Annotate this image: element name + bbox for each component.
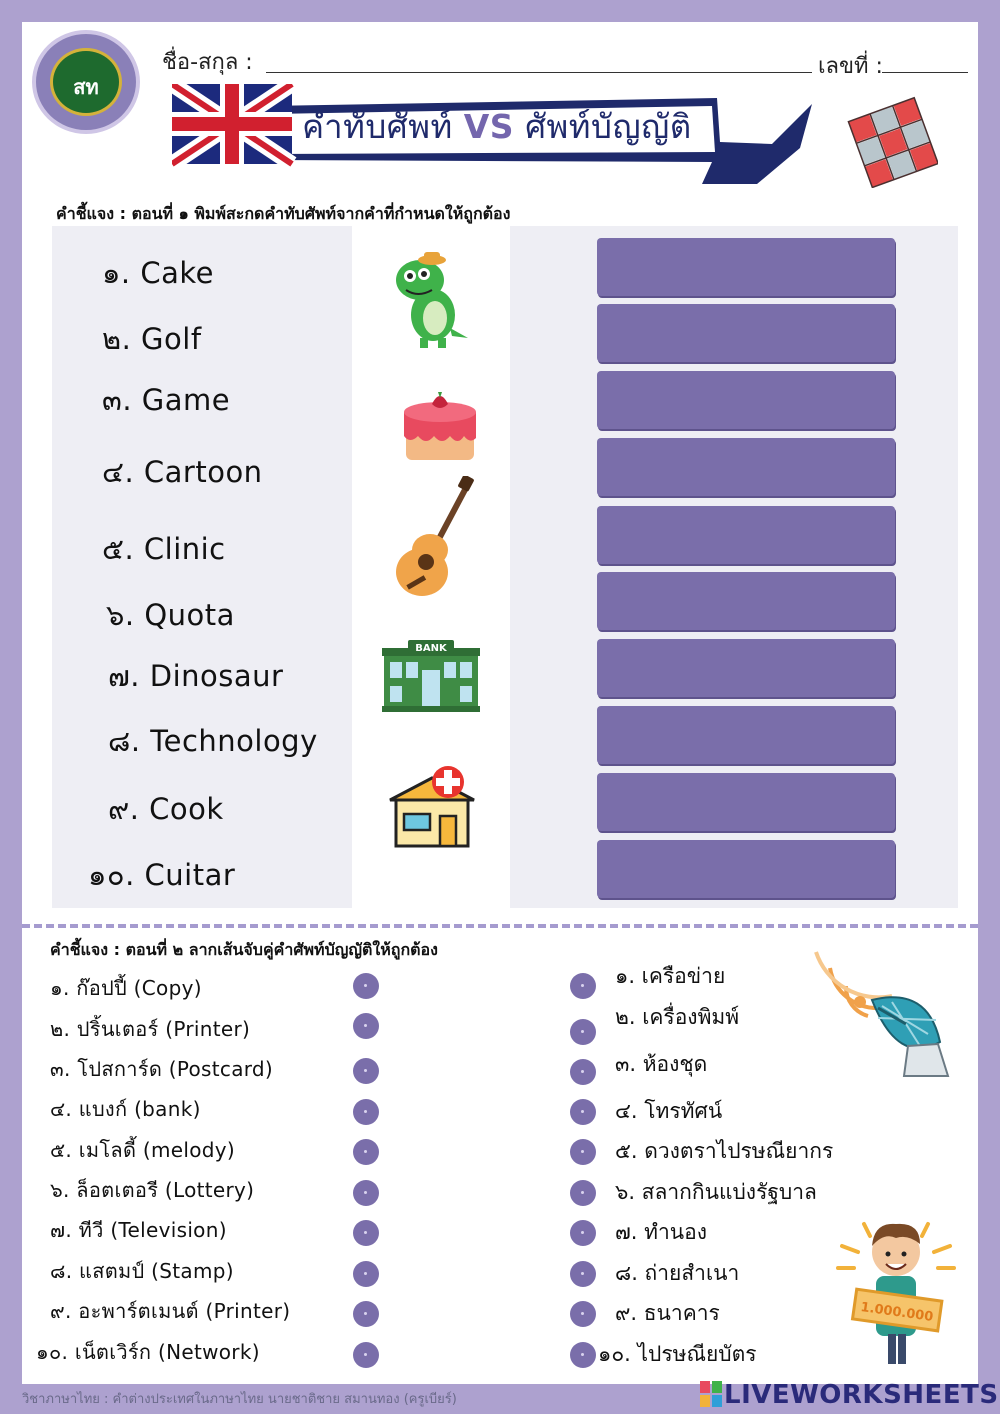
match-right-dot[interactable] [570, 973, 596, 999]
word-item: ๑๐. Cuitar [88, 858, 236, 892]
man-with-lottery-icon [834, 1216, 958, 1366]
name-input-line[interactable] [266, 72, 812, 73]
lottery-sign: 1.000.000 [859, 1299, 935, 1326]
satellite-dish-icon [808, 946, 952, 1082]
word-item: ๓. Game [102, 383, 231, 417]
match-left-dot[interactable] [353, 1099, 379, 1125]
answer-input-5[interactable] [597, 506, 895, 564]
part1-instruction: คำชี้แจง : ตอนที่ ๑ พิมพ์สะกดคำทับศัพท์จากคำที่กำหนดให้ถูกต้อง [56, 204, 511, 223]
match-left-item: ๔. แบงก์ (bank) [50, 1097, 201, 1121]
answer-input-1[interactable] [597, 238, 895, 296]
word-item: ๙. Cook [108, 792, 224, 826]
word-item: ๗. Dinosaur [108, 659, 284, 693]
number-label: เลขที่ : [818, 54, 883, 79]
match-left-item: ๕. เมโลดี้ (melody) [50, 1138, 236, 1162]
match-left-dot[interactable] [353, 1301, 379, 1327]
match-right-item: ๒. เครื่องพิมพ์ [615, 1005, 740, 1029]
title-left: คำทับศัพท์ [302, 107, 453, 146]
match-left-dot[interactable] [353, 1261, 379, 1287]
footer-credit: วิชาภาษาไทย : คำต่างประเทศในภาษาไทย นายชาติชาย สมานทอง (ครูเบียร์) [22, 1392, 457, 1407]
match-right-dot[interactable] [570, 1342, 596, 1368]
dinosaur-icon [388, 250, 474, 350]
match-right-item: ๑. เครือข่าย [615, 964, 726, 988]
match-left-dot[interactable] [353, 1342, 379, 1368]
answer-input-4[interactable] [597, 438, 895, 496]
match-right-item: ๓. ห้องชุด [615, 1052, 708, 1076]
answer-input-3[interactable] [597, 371, 895, 429]
match-left-item: ๙. อะพาร์ตเมนต์ (Printer) [50, 1299, 291, 1323]
clinic-icon [388, 764, 476, 848]
answer-input-7[interactable] [597, 639, 895, 697]
section-divider [22, 924, 978, 928]
match-right-dot[interactable] [570, 1220, 596, 1246]
answer-input-6[interactable] [597, 572, 895, 630]
match-right-item: ๕. ดวงตราไปรษณียากร [615, 1139, 834, 1163]
part2-instruction: คำชี้แจง : ตอนที่ ๒ ลากเส้นจับคู่คำศัพท์บัญญัติให้ถูกต้อง [50, 940, 438, 959]
match-left-item: ๖. ล็อตเตอรี (Lottery) [50, 1178, 255, 1202]
match-right-item: ๔. โทรทัศน์ [615, 1099, 723, 1123]
bank-icon [382, 640, 480, 712]
word-item: ๑. Cake [102, 256, 214, 290]
liveworksheets-logo [700, 1380, 999, 1410]
answer-input-10[interactable] [597, 840, 895, 898]
match-right-item: ๖. สลากกินแบ่งรัฐบาล [615, 1180, 817, 1204]
match-right-item: ๑๐. ไปรษณียบัตร [598, 1342, 757, 1366]
match-right-dot[interactable] [570, 1180, 596, 1206]
school-seal-logo [32, 30, 140, 134]
cake-icon [400, 390, 480, 468]
match-left-item: ๓. โปสการ์ด (Postcard) [50, 1057, 274, 1081]
answer-input-9[interactable] [597, 773, 895, 831]
number-input-line[interactable] [882, 72, 968, 73]
match-right-dot[interactable] [570, 1019, 596, 1045]
word-item: ๒. Golf [102, 322, 202, 356]
guitar-icon [392, 476, 478, 600]
seal-inner [50, 48, 122, 116]
match-left-item: ๑. ก๊อปปี้ (Copy) [50, 976, 202, 1000]
match-right-item: ๙. ธนาคาร [615, 1301, 720, 1325]
answer-input-8[interactable] [597, 706, 895, 764]
brand-text: LIVEWORKSHEETS [724, 1380, 999, 1410]
match-right-item: ๘. ถ่ายสำเนา [615, 1261, 740, 1285]
puzzle-icon [846, 96, 938, 188]
worksheet-title [302, 100, 692, 153]
word-item: ๘. Technology [108, 724, 318, 758]
answer-input-2[interactable] [597, 304, 895, 362]
match-right-dot[interactable] [570, 1261, 596, 1287]
match-left-dot[interactable] [353, 1058, 379, 1084]
word-item: ๖. Quota [106, 598, 235, 632]
match-left-dot[interactable] [353, 1220, 379, 1246]
match-right-dot[interactable] [570, 1301, 596, 1327]
title-right: ศัพท์บัญญัติ [525, 107, 692, 146]
match-left-dot[interactable] [353, 1180, 379, 1206]
match-left-dot[interactable] [353, 1139, 379, 1165]
match-left-item: ๒. ปริ้นเตอร์ (Printer) [50, 1017, 251, 1041]
match-right-dot[interactable] [570, 1099, 596, 1125]
match-left-dot[interactable] [353, 973, 379, 999]
match-right-dot[interactable] [570, 1059, 596, 1085]
match-left-item: ๘. แสตมป์ (Stamp) [50, 1259, 234, 1283]
title-vs: VS [463, 107, 515, 146]
word-item: ๕. Clinic [102, 532, 226, 566]
seal-text: สท [73, 75, 99, 99]
match-right-dot[interactable] [570, 1139, 596, 1165]
match-right-item: ๗. ทำนอง [615, 1220, 707, 1244]
liveworksheets-mark-icon [700, 1381, 722, 1407]
word-item: ๔. Cartoon [102, 455, 263, 489]
name-label: ชื่อ-สกุล : [162, 50, 253, 75]
match-left-item: ๗. ทีวี (Television) [50, 1218, 227, 1242]
match-left-dot[interactable] [353, 1013, 379, 1039]
union-jack-flag [172, 84, 292, 164]
match-left-item: ๑๐. เน็ตเวิร์ก (Network) [36, 1340, 260, 1364]
bank-sign: BANK [415, 643, 447, 654]
